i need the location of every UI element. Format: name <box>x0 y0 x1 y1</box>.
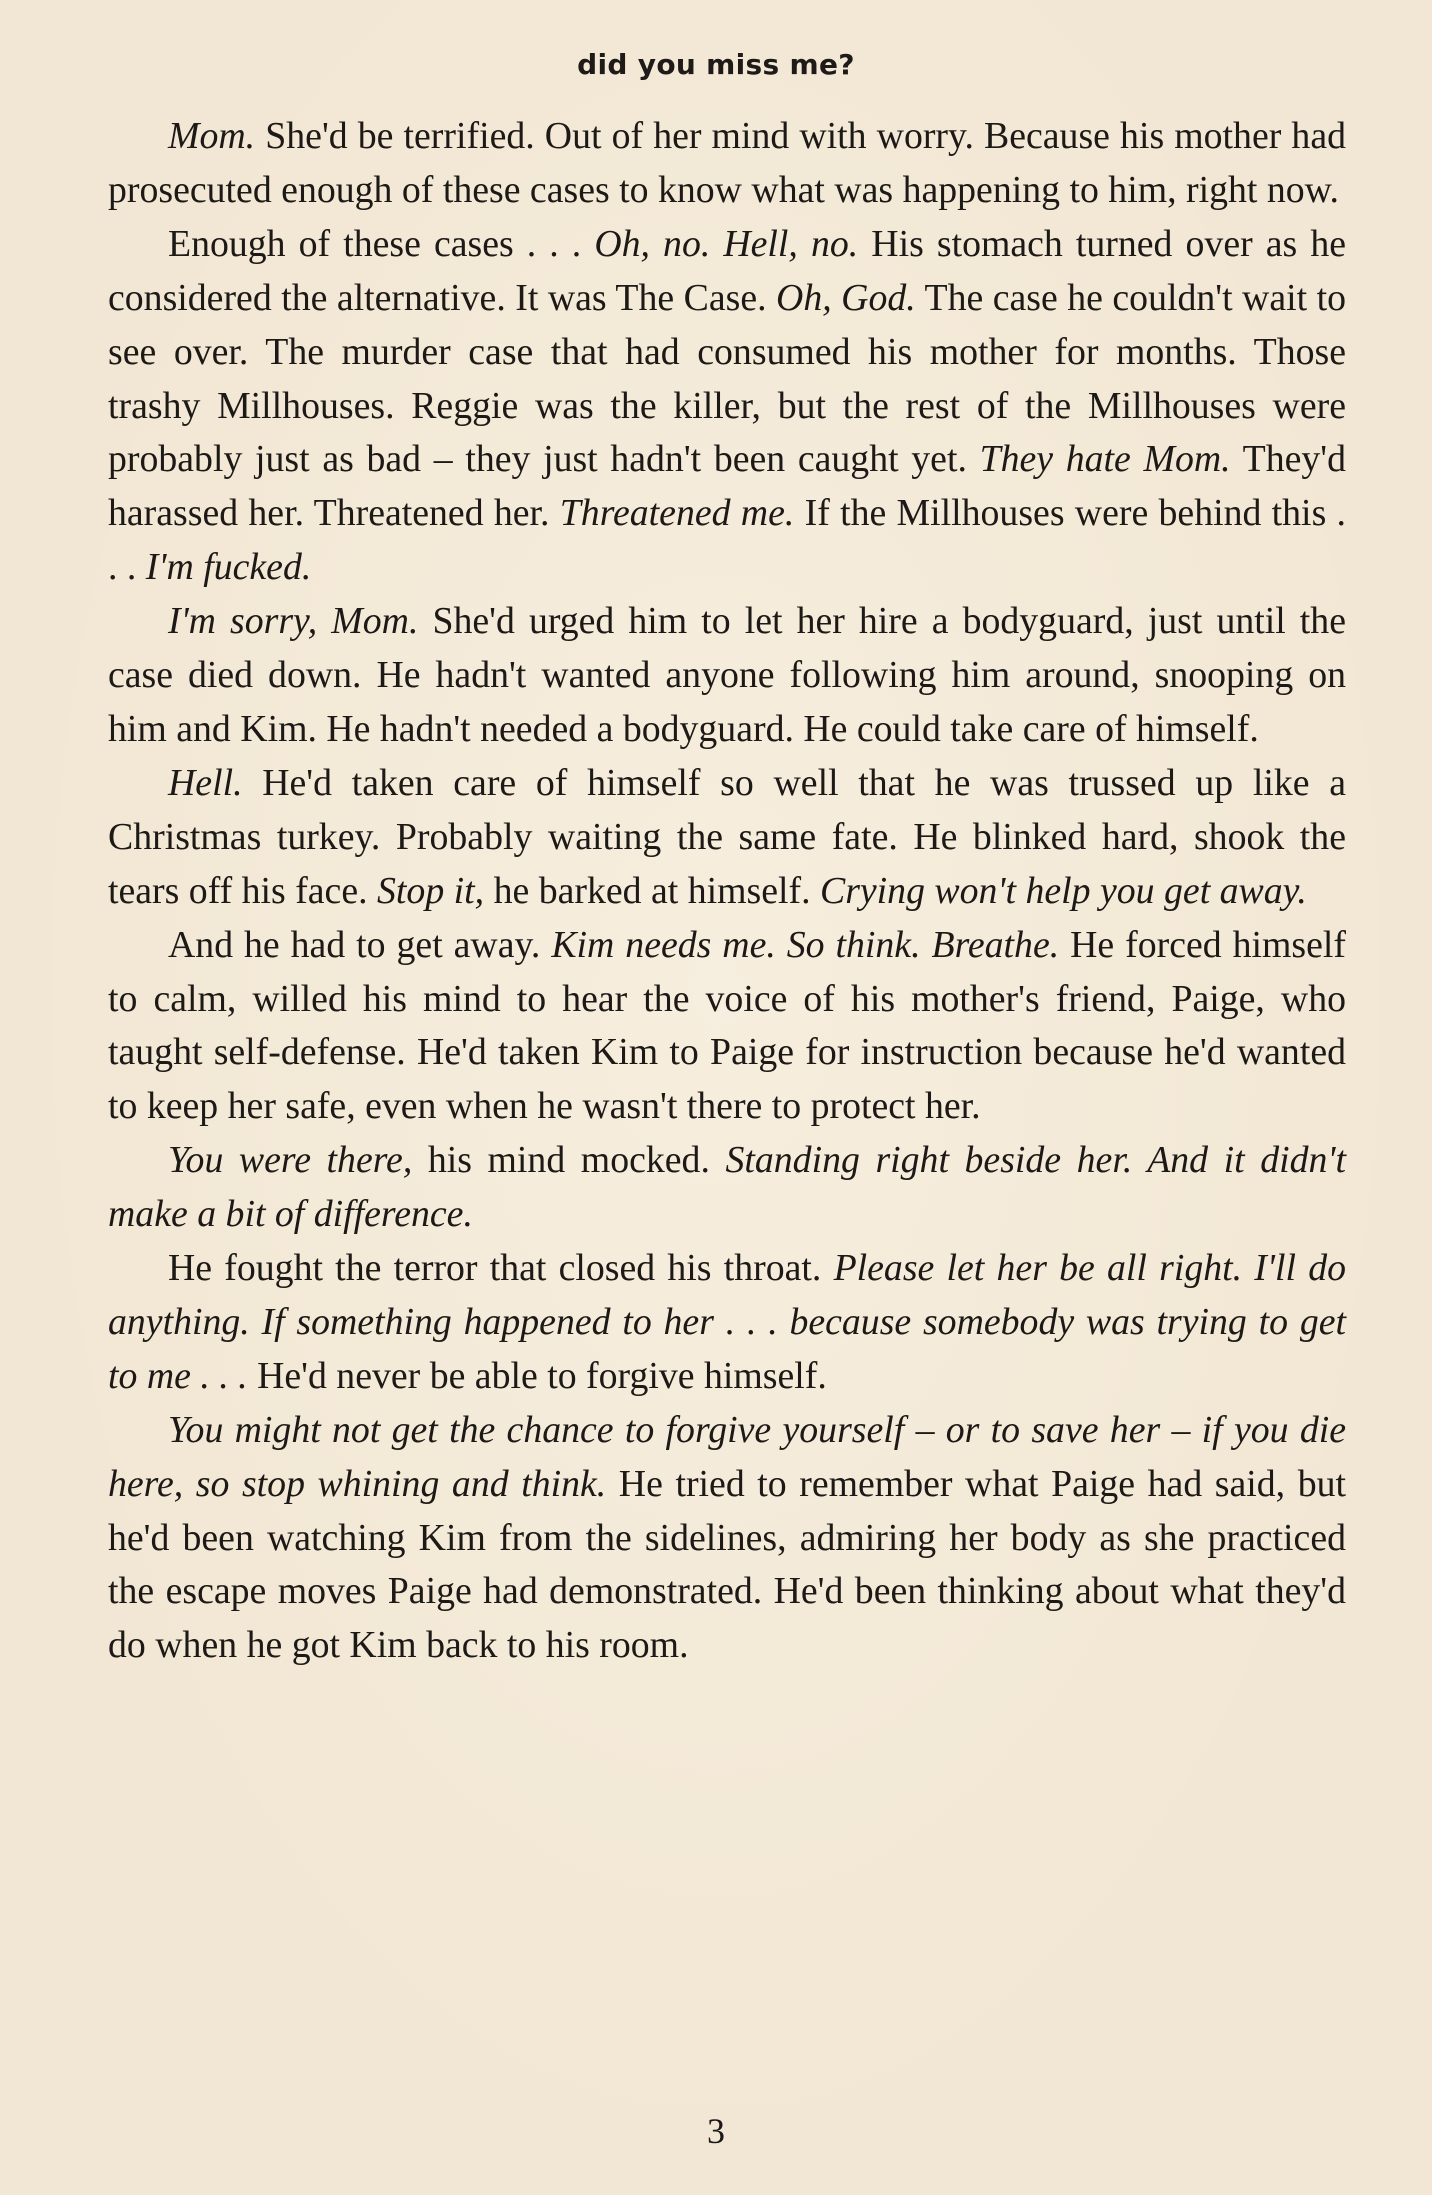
italic-text: Threatened me. <box>559 492 795 535</box>
text-run: She'd be terrified. Out of her mind with worry. Because his mother had prosecuted enough of these cases to know what was happening to him, right now. <box>108 115 1346 211</box>
italic-text: Crying won't help you get away. <box>819 869 1307 912</box>
italic-text: Please let her be all right. I'll do anything. If something happened to her . . . because somebody was trying to get to me . . . <box>108 1247 1346 1397</box>
text-run: And he had to get away. <box>168 923 552 966</box>
text-run: He forced himself to calm, willed his mind to hear the voice of his mother's friend, Paige, who taught self-defense. He'd taken Kim to Paige for instruction because he'd wanted to keep her safe, even when he wasn't there to protect her. <box>108 923 1346 1128</box>
italic-text: Kim needs me. So think. Breathe. <box>551 923 1060 966</box>
italic-text: Oh, no. Hell, no. <box>594 222 859 265</box>
paragraph <box>108 218 1346 595</box>
text-run: They'd harassed her. Threatened her. <box>108 438 1347 535</box>
italic-text: I'm fucked. <box>145 546 312 589</box>
running-head: did you miss me? <box>577 48 855 81</box>
text-run: He'd taken care of himself so well that he was trussed up like a Christmas turkey. Probably waiting the same fate. He blinked hard, shook the tears off his face. <box>108 761 1346 912</box>
paragraph <box>108 757 1346 919</box>
italic-text: Stop it, <box>377 869 485 912</box>
text-run: He'd never be able to forgive himself. <box>247 1354 827 1397</box>
italic-text: Mom. <box>168 115 256 157</box>
text-run: If the Millhouses were behind this . . . <box>108 492 1346 589</box>
italic-text: You might not get the chance to forgive yourself – or to save her – if you die here, so stop whining and think. <box>108 1408 1346 1505</box>
paragraph <box>108 1404 1346 1674</box>
paragraph <box>108 110 1346 218</box>
text-run: His stomach turned over as he considered the alternative. It was The Case. <box>108 222 1346 319</box>
paragraph <box>108 1242 1346 1404</box>
italic-text: You were there, <box>168 1139 413 1182</box>
text-run: his mind mocked. <box>412 1139 726 1182</box>
body-text <box>108 110 1346 1673</box>
italic-text: They hate Mom. <box>979 438 1231 481</box>
paragraph <box>108 1134 1346 1242</box>
italic-text: I'm sorry, Mom. <box>168 600 419 643</box>
paragraph <box>108 595 1346 757</box>
text-run: He tried to remember what Paige had said, but he'd been watching Kim from the sidelines, admiring her body as she practiced the escape moves Paige had demonstrated. He'd been thinking about what they'd do when he got Kim back to his room. <box>108 1462 1346 1667</box>
text-run: The case he couldn't wait to see over. The murder case that had consumed his mother for months. Those trashy Millhouses. Reggie was the killer, but the rest of the Millhouses were probably just as bad – they just hadn't been caught yet. <box>108 276 1346 481</box>
text-run: He fought the terror that closed his throat. <box>168 1247 834 1290</box>
text-run: She'd urged him to let her hire a bodyguard, just until the case died down. He hadn't wanted anyone following him around, snooping on him and Kim. He hadn't needed a bodyguard. He could take care of himself. <box>108 600 1346 750</box>
paragraph <box>108 919 1346 1135</box>
italic-text: Oh, God. <box>776 276 916 319</box>
italic-text: Hell. <box>168 761 243 804</box>
text-run: he barked at himself. <box>484 869 820 912</box>
italic-text: Standing right beside her. And it didn't make a bit of difference. <box>108 1139 1347 1236</box>
text-run: Enough of these cases . . . <box>168 222 595 265</box>
page-number: 3 <box>707 2111 725 2151</box>
